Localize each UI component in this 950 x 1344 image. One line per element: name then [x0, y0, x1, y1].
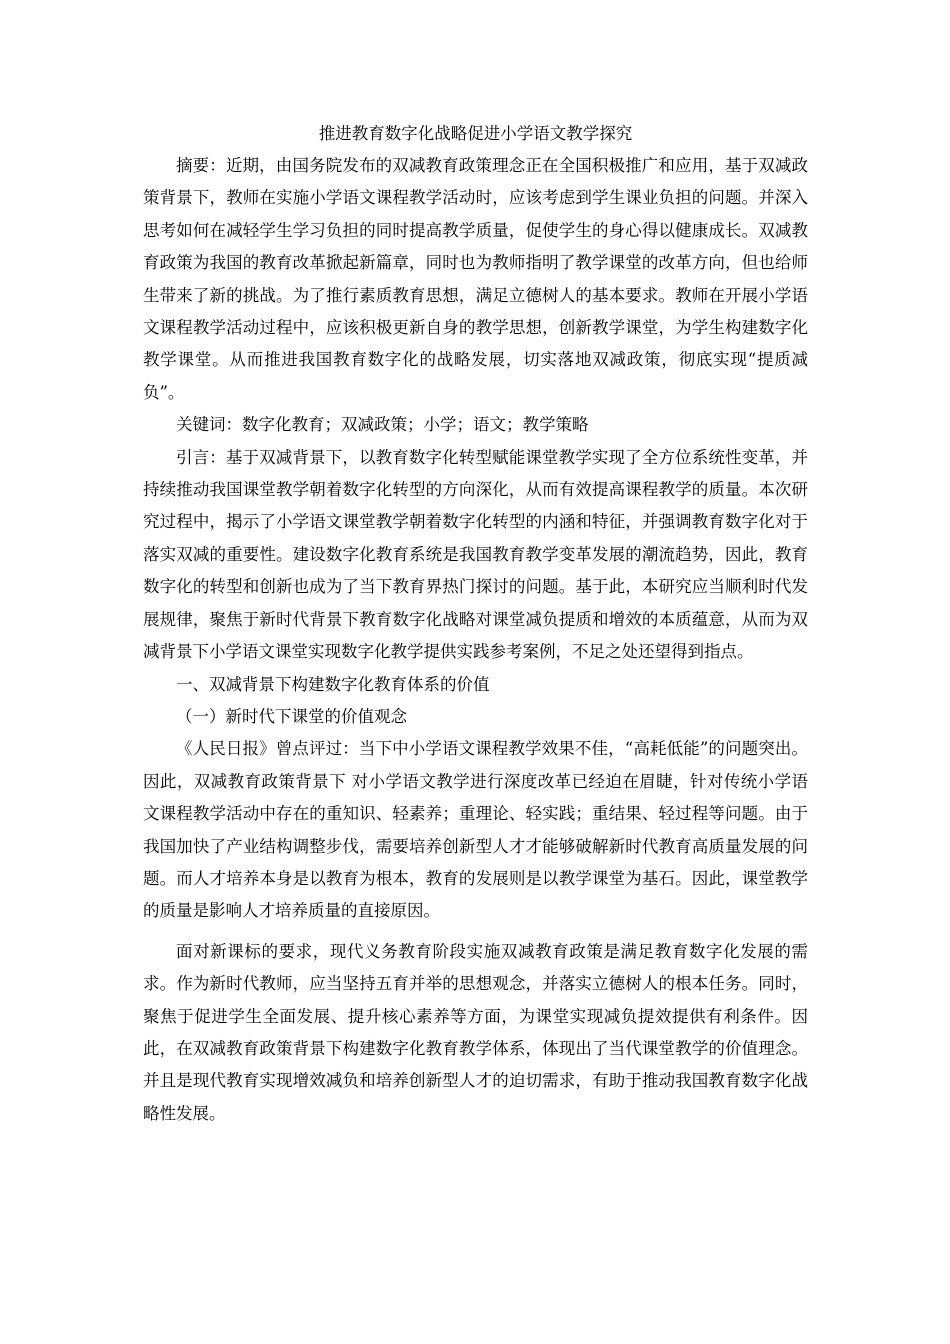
abstract-paragraph: 摘要：近期，由国务院发布的双减教育政策理念正在全国积极推广和应用，基于双减政策背景下，教师在实施小学语文课程教学活动时，应该考虑到学生课业负担的问题。并深入思考如何在减轻学生学习负担的同时提高教学质量，促使学生的身心得以健康成长。双减教育政策为我国的教育改革掀起新篇章，同时也为教师指明了教学课堂的改革方向，但也给师生带来了新的挑战。为了推行素质教育思想，满足立德树人的基本要求。教师在开展小学语文课程教学活动过程中，应该积极更新自身的教学思想，创新教学课堂，为学生构建数字化教学课堂。从而推进我国教育数字化的战略发展，切实落地双减政策，彻底实现“提质减负”。: [143, 156, 808, 402]
body-paragraph-1: 《人民日报》曾点评过：当下中小学语文课程教学效果不佳，“高耗低能”的问题突出。因此，双减教育政策背景下 对小学语文教学进行深度改革已经迫在眉睫，针对传统小学语文课程教学活动中存在的重知识、轻素养；重理论、轻实践；重结果、轻过程等问题。由于我国加快了产业结构调整步伐，需要培养创新型人才才能够破解新时代教育高质量发展的问题。而人才培养本身是以教育为根本，教育的发展则是以教学课堂为基石。因此，课堂教学的质量是影响人才培养质量的直接原因。: [143, 739, 808, 921]
document-title: 推进教育数字化战略促进小学语文教学探究: [318, 124, 633, 143]
paragraph-spacer: [143, 928, 808, 936]
subsection-heading: （一）新时代下课堂的价值观念: [176, 706, 407, 726]
document-page: [143, 118, 808, 1130]
body-paragraph-2: 面对新课标的要求，现代义务教育阶段实施双减教育政策是满足教育数字化发展的需求。作为新时代教师，应当坚持五育并举的思想观念，并落实立德树人的根本任务。同时，聚焦于促进学生全面发展、提升核心素养等方面，为课堂实现减负提效提供有利条件。因此，在双减教育政策背景下构建数字化教育教学体系，体现出了当代课堂教学的价值理念。并且是现代教育实现增效减负和培养创新型人才的迫切需求，有助于推动我国教育数字化战略性发展。: [143, 941, 808, 1123]
section-heading: 一、双减背景下构建数字化教育体系的价值: [176, 674, 490, 694]
introduction-paragraph: 引言：基于双减背景下，以教育数字化转型赋能课堂教学实现了全方位系统性变革，并持续推动我国课堂教学朝着数字化转型的方向深化，从而有效提高课程教学的质量。本次研究过程中，揭示了小学语文课堂教学朝着数字化转型的内涵和特征，并强调教育数字化对于落实双减的重要性。建设数字化教育系统是我国教育教学变革发展的潮流趋势，因此，教育数字化的转型和创新也成为了当下教育界热门探讨的问题。基于此，本研究应当顺利时代发展规律，聚焦于新时代背景下教育数字化战略对课堂减负提质和增效的本质蕴意，从而为双减背景下小学语文课堂实现数字化教学提供实践参考案例，不足之处还望得到指点。: [143, 447, 808, 662]
keywords-line: 关键词：数字化教育；双减政策；小学；语文；教学策略: [176, 415, 589, 435]
